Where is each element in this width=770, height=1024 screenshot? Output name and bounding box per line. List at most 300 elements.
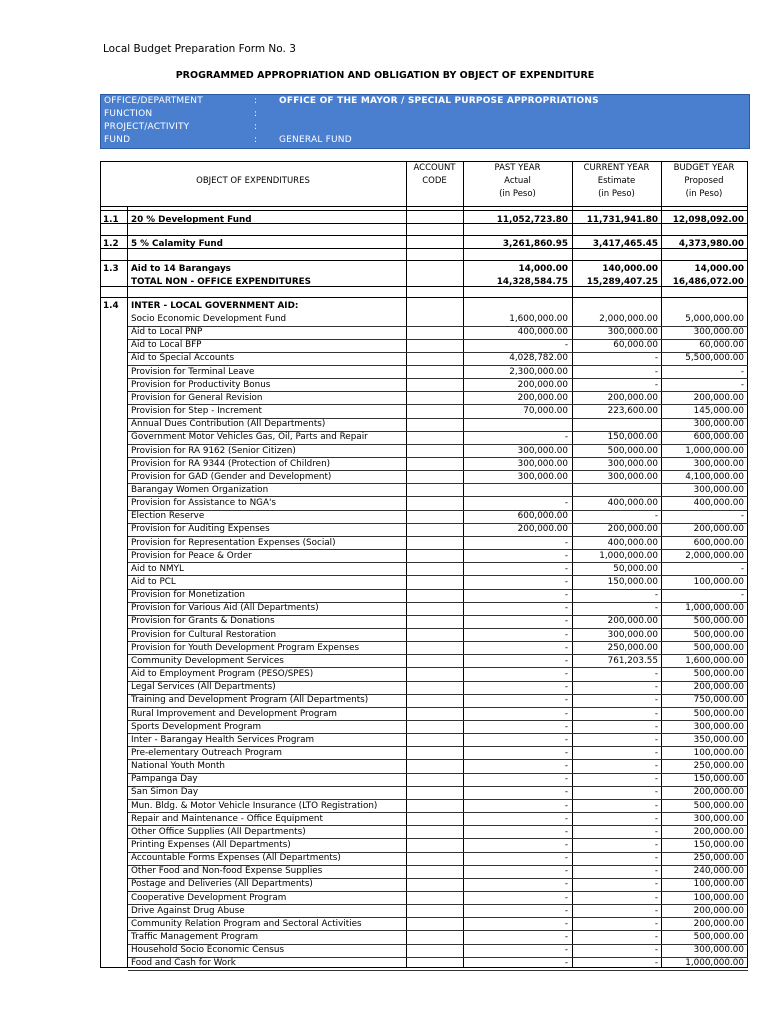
row-separator [128, 759, 748, 760]
current-year-value: - [654, 747, 658, 758]
row-description: Cooperative Development Program [131, 892, 287, 903]
budget-year-value: 1,000,000.00 [685, 603, 744, 614]
row-description: Annual Dues Contribution (All Departments) [131, 419, 326, 430]
past-year-value: - [564, 550, 568, 561]
current-year-value: 200,000.00 [607, 392, 658, 403]
row-separator [128, 444, 748, 445]
table-row [100, 681, 748, 694]
past-year-value: - [564, 590, 568, 601]
budget-year-value: 200,000.00 [693, 918, 744, 929]
table-row [100, 563, 748, 576]
table-row [100, 852, 748, 865]
current-year-value: - [654, 708, 658, 719]
past-year-value: - [564, 879, 568, 890]
budget-year-value: 4,100,000.00 [685, 471, 744, 482]
row-separator [128, 470, 748, 471]
header-account-1: ACCOUNT [413, 163, 456, 173]
header-budget-3: (in Peso) [685, 189, 723, 199]
budget-year-value: 300,000.00 [693, 721, 744, 732]
budget-year-value: 100,000.00 [693, 577, 744, 587]
past-year-value: - [564, 642, 568, 653]
row-separator [128, 418, 748, 419]
table-row [100, 326, 748, 339]
info-label: PROJECT/ACTIVITY [104, 122, 190, 132]
row-separator [128, 694, 748, 695]
table-row [100, 510, 748, 523]
table-row [100, 458, 748, 471]
header-info-box [100, 94, 750, 149]
header-budget-1: BUDGET YEAR [673, 163, 735, 173]
row-description: Aid to Employment Program (PESO/SPES) [131, 669, 314, 680]
info-label: FUND [104, 135, 131, 145]
row-separator [128, 431, 748, 432]
table-row [100, 418, 748, 431]
row-separator [128, 615, 748, 616]
budget-year-value: 60,000.00 [699, 340, 744, 351]
row-description: Community Relation Program and Sectoral Activities [131, 918, 362, 929]
row-description: Provision for Terminal Leave [131, 366, 255, 377]
budget-year-value: 100,000.00 [693, 879, 744, 890]
row-separator [128, 681, 748, 682]
table-row [100, 800, 748, 813]
budget-year-value: 250,000.00 [693, 761, 744, 772]
budget-year-value: 200,000.00 [693, 787, 744, 798]
row-description: Provision for Monetization [131, 590, 245, 601]
row-separator [128, 589, 748, 590]
current-year-value: - [654, 366, 658, 377]
current-year-value: - [654, 734, 658, 745]
row-separator [128, 352, 748, 353]
past-year-value: - [564, 747, 568, 758]
budget-year-value: 100,000.00 [693, 892, 744, 903]
table-row [100, 263, 748, 276]
header-bottom-line [100, 206, 748, 207]
budget-year-value: 2,000,000.00 [685, 550, 744, 561]
row-description: Household Socio Economic Census [131, 945, 285, 956]
row-separator [100, 260, 748, 261]
table-row [100, 379, 748, 392]
row-number: 1.3 [103, 264, 119, 274]
table-row [100, 523, 748, 536]
table-row [100, 944, 748, 957]
budget-year-value: 300,000.00 [693, 327, 744, 338]
row-description: Aid to 14 Barangays [131, 264, 231, 274]
budget-year-value: 200,000.00 [693, 682, 744, 693]
past-year-value: - [564, 958, 568, 969]
row-description: Legal Services (All Departments) [131, 682, 276, 693]
budget-year-value: 240,000.00 [693, 866, 744, 877]
row-description: Government Motor Vehicles Gas, Oil, Parts and Repair [131, 432, 368, 443]
row-description: Other Food and Non-food Expense Supplies [131, 866, 323, 877]
budget-year-value: 600,000.00 [693, 432, 744, 443]
current-year-value: - [654, 918, 658, 929]
row-description: Aid to NMYL [131, 563, 184, 574]
row-description: Aid to Special Accounts [131, 353, 235, 364]
header-past-1: PAST YEAR [494, 163, 541, 173]
table-row [100, 708, 748, 721]
row-description: Printing Expenses (All Departments) [131, 840, 291, 850]
current-year-value: 150,000.00 [607, 577, 658, 587]
current-year-value: - [654, 603, 658, 614]
table-row [100, 747, 748, 760]
budget-year-value: 300,000.00 [693, 945, 744, 956]
current-year-value: - [654, 511, 658, 522]
table-row [100, 537, 748, 550]
table-row [100, 352, 748, 365]
row-description: 5 % Calamity Fund [131, 239, 223, 249]
current-year-value: - [654, 787, 658, 798]
table-row [100, 892, 748, 905]
table-row [100, 392, 748, 405]
past-year-value: - [564, 787, 568, 798]
past-year-value: 300,000.00 [517, 458, 568, 469]
expenditure-table [100, 161, 748, 968]
past-year-value: 200,000.00 [517, 392, 568, 403]
row-description: Accountable Forms Expenses (All Departments) [131, 853, 341, 864]
row-separator [100, 223, 748, 224]
row-description: Provision for Various Aid (All Departments) [131, 603, 319, 614]
row-description: Aid to PCL [131, 577, 176, 587]
budget-year-value: 200,000.00 [693, 524, 744, 535]
current-year-value: 2,000,000.00 [599, 314, 658, 324]
current-year-value: - [654, 813, 658, 824]
budget-year-value: 5,500,000.00 [685, 353, 744, 364]
table-row [100, 918, 748, 931]
row-description: Other Office Supplies (All Departments) [131, 826, 306, 837]
past-year-value: - [564, 577, 568, 587]
current-year-value: - [654, 353, 658, 364]
table-row [100, 629, 748, 642]
row-separator [128, 825, 748, 826]
past-year-value: - [564, 682, 568, 693]
budget-year-value: 300,000.00 [693, 484, 744, 495]
current-year-value: 200,000.00 [607, 524, 658, 535]
row-description: Food and Cash for Work [131, 958, 236, 969]
form-number: Local Budget Preparation Form No. 3 [103, 43, 296, 55]
row-separator [128, 496, 748, 497]
header-past-3: (in Peso) [499, 189, 536, 199]
row-description: Provision for RA 9344 (Protection of Children) [131, 458, 331, 469]
current-year-value: - [654, 958, 658, 969]
current-year-value: - [654, 695, 658, 706]
row-separator [128, 483, 748, 484]
current-year-value: 300,000.00 [607, 629, 658, 640]
current-year-value: 400,000.00 [607, 498, 658, 509]
info-value: GENERAL FUND [279, 135, 352, 145]
past-year-value: 1,600,000.00 [509, 314, 568, 324]
current-year-value: 200,000.00 [607, 616, 658, 627]
table-row [100, 300, 748, 313]
table-row [100, 721, 748, 734]
budget-year-value: 500,000.00 [693, 642, 744, 653]
current-year-value: - [654, 853, 658, 864]
past-year-value: - [564, 603, 568, 614]
budget-year-value: 250,000.00 [693, 853, 744, 864]
current-year-value: 250,000.00 [607, 642, 658, 653]
budget-year-value: 750,000.00 [693, 695, 744, 706]
table-row [100, 405, 748, 418]
past-year-value: - [564, 826, 568, 837]
past-year-value: 14,000.00 [518, 264, 568, 274]
row-separator [128, 786, 748, 787]
row-description: Aid to Local BFP [131, 340, 202, 351]
info-colon: : [254, 122, 258, 132]
budget-year-value: 500,000.00 [693, 669, 744, 680]
row-separator [100, 297, 748, 298]
table-row [100, 826, 748, 839]
budget-year-value: 150,000.00 [693, 774, 744, 785]
budget-year-value: 16,486,072.00 [672, 277, 744, 287]
current-year-value: - [654, 826, 658, 837]
past-year-value: - [564, 813, 568, 824]
past-year-value: - [564, 669, 568, 680]
row-separator [128, 944, 748, 945]
row-separator [128, 641, 748, 642]
budget-year-value: - [740, 511, 744, 522]
header-budget-2: Proposed [684, 176, 724, 186]
table-row [100, 576, 748, 589]
current-year-value: 3,417,465.45 [592, 239, 658, 249]
row-description: Provision for General Revision [131, 392, 263, 403]
row-description: Provision for RA 9162 (Senior Citizen) [131, 445, 296, 456]
budget-year-value: 300,000.00 [693, 458, 744, 469]
row-description: Rural Improvement and Development Program [131, 708, 337, 719]
row-separator [128, 391, 748, 392]
budget-year-value: 300,000.00 [693, 813, 744, 824]
past-year-value: - [564, 761, 568, 772]
past-year-value: - [564, 340, 568, 351]
row-separator [128, 365, 748, 366]
past-year-value: - [564, 892, 568, 903]
row-description: Drive Against Drug Abuse [131, 905, 245, 916]
budget-year-value: 500,000.00 [693, 629, 744, 640]
current-year-value: 15,289,407.25 [586, 277, 658, 287]
row-separator [128, 536, 748, 537]
row-separator [128, 404, 748, 405]
table-row [100, 238, 748, 251]
table-row [100, 471, 748, 484]
table-row [100, 431, 748, 444]
row-description: Repair and Maintenance - Office Equipment [131, 813, 323, 824]
table-row [100, 786, 748, 799]
budget-year-value: 400,000.00 [693, 498, 744, 509]
row-description: Pre-elementary Outreach Program [131, 747, 282, 758]
header-past-2: Actual [504, 176, 531, 186]
past-year-value: - [564, 655, 568, 666]
current-year-value: 400,000.00 [607, 537, 658, 548]
past-year-value: - [564, 432, 568, 443]
budget-year-value: 600,000.00 [693, 537, 744, 548]
table-row [100, 760, 748, 773]
table-row [100, 313, 748, 326]
past-year-value: - [564, 840, 568, 850]
budget-year-value: 500,000.00 [693, 932, 744, 943]
row-separator [128, 838, 748, 839]
current-year-value: 300,000.00 [607, 327, 658, 338]
row-number: 1.4 [103, 301, 119, 311]
row-separator [128, 667, 748, 668]
current-year-value: - [654, 721, 658, 732]
row-separator [128, 865, 748, 866]
current-year-value: - [654, 945, 658, 956]
budget-year-value: 1,000,000.00 [685, 445, 744, 456]
row-description: Provision for Peace & Order [131, 550, 252, 561]
header-current-3: (in Peso) [598, 189, 635, 199]
table-row [100, 734, 748, 747]
row-separator [128, 957, 748, 958]
table-row [100, 773, 748, 786]
row-description: Provision for Assistance to NGA's [131, 498, 276, 509]
past-year-value: 300,000.00 [517, 445, 568, 456]
past-year-value: - [564, 918, 568, 929]
row-separator [128, 733, 748, 734]
budget-year-value: 150,000.00 [693, 840, 744, 850]
past-year-value: 3,261,860.95 [502, 239, 568, 249]
past-year-value: - [564, 774, 568, 785]
table-row [100, 905, 748, 918]
row-description: Provision for Grants & Donations [131, 616, 275, 627]
past-year-value: - [564, 800, 568, 811]
budget-year-value: 14,000.00 [694, 264, 744, 274]
row-description: Provision for Youth Development Program Expenses [131, 642, 360, 653]
row-description: TOTAL NON - OFFICE EXPENDITURES [131, 277, 311, 287]
current-year-value: 50,000.00 [613, 563, 658, 574]
table-row [100, 668, 748, 681]
past-year-value: 14,328,584.75 [496, 277, 568, 287]
past-year-value: - [564, 629, 568, 640]
past-year-value: 70,000.00 [523, 406, 568, 417]
header-account-2: CODE [422, 176, 447, 186]
table-row [100, 655, 748, 668]
budget-year-value: - [740, 379, 744, 390]
budget-year-value: 500,000.00 [693, 616, 744, 627]
table-row [100, 589, 748, 602]
current-year-value: - [654, 840, 658, 850]
current-year-value: 223,600.00 [607, 406, 658, 417]
row-separator [100, 286, 748, 287]
row-separator [128, 746, 748, 747]
table-row [100, 214, 748, 227]
past-year-value: 2,300,000.00 [509, 366, 568, 377]
header-current-1: CURRENT YEAR [583, 163, 650, 173]
row-description: Mun. Bldg. & Motor Vehicle Insurance (LTO Registration) [131, 800, 378, 811]
row-separator [128, 326, 748, 327]
row-number: 1.2 [103, 239, 119, 249]
current-year-value: 300,000.00 [607, 471, 658, 482]
table-row [100, 497, 748, 510]
row-separator [128, 562, 748, 563]
budget-year-value: 500,000.00 [693, 800, 744, 811]
row-description: INTER - LOCAL GOVERNMENT AID: [131, 301, 299, 311]
header-current-2: Estimate [597, 176, 636, 186]
row-description: Sports Development Program [131, 721, 262, 732]
budget-year-value: 1,000,000.00 [685, 958, 744, 969]
current-year-value: 761,203.55 [607, 655, 658, 666]
row-number: 1.1 [103, 215, 119, 225]
table-row [100, 366, 748, 379]
row-description: 20 % Development Fund [131, 215, 252, 225]
table-row [100, 484, 748, 497]
table-row [100, 642, 748, 655]
row-description: Pampanga Day [131, 774, 198, 785]
row-description: Provision for Auditing Expenses [131, 524, 270, 535]
info-colon: : [254, 109, 258, 119]
past-year-value: - [564, 537, 568, 548]
row-description: National Youth Month [131, 761, 226, 772]
row-separator [128, 549, 748, 550]
budget-year-value: 200,000.00 [693, 826, 744, 837]
past-year-value: 200,000.00 [517, 379, 568, 390]
row-description: Election Reserve [131, 511, 205, 522]
table-row [100, 615, 748, 628]
table-row [100, 276, 748, 289]
row-description: Community Development Services [131, 655, 284, 666]
row-separator [128, 628, 748, 629]
budget-year-value: - [740, 590, 744, 601]
table-row [100, 931, 748, 944]
row-separator [100, 248, 748, 249]
past-year-value: 600,000.00 [517, 511, 568, 522]
row-separator [128, 707, 748, 708]
row-separator [128, 720, 748, 721]
document-title: PROGRAMMED APPROPRIATION AND OBLIGATION BY OBJECT OF EXPENDITURE [175, 70, 595, 81]
row-separator [128, 930, 748, 931]
table-row [100, 550, 748, 563]
row-separator [128, 378, 748, 379]
row-description: Provision for Step - Increment [131, 406, 262, 417]
row-separator [128, 654, 748, 655]
row-description: Training and Development Program (All Departments) [131, 695, 369, 706]
info-colon: : [254, 135, 258, 145]
past-year-value: 200,000.00 [517, 524, 568, 535]
budget-year-value: - [740, 366, 744, 377]
past-year-value: - [564, 853, 568, 864]
past-year-value: 11,052,723.80 [496, 215, 568, 225]
row-separator [128, 891, 748, 892]
row-separator [128, 852, 748, 853]
row-separator [100, 210, 748, 211]
row-separator [128, 812, 748, 813]
info-label: OFFICE/DEPARTMENT [104, 96, 203, 106]
past-year-value: - [564, 734, 568, 745]
row-separator [128, 917, 748, 918]
current-year-value: - [654, 682, 658, 693]
row-separator [128, 457, 748, 458]
table-row [100, 957, 748, 970]
header-objects: OBJECT OF EXPENDITURES [196, 176, 310, 186]
past-year-value: - [564, 498, 568, 509]
row-description: Provision for GAD (Gender and Development) [131, 471, 332, 482]
past-year-value: - [564, 945, 568, 956]
table-row [100, 339, 748, 352]
past-year-value: 300,000.00 [517, 471, 568, 482]
row-description: Traffic Management Program [131, 932, 259, 943]
row-separator [128, 773, 748, 774]
current-year-value: - [654, 879, 658, 890]
current-year-value: - [654, 866, 658, 877]
budget-year-value: 100,000.00 [693, 747, 744, 758]
past-year-value: 4,028,782.00 [509, 353, 568, 364]
current-year-value: 500,000.00 [607, 445, 658, 456]
row-description: Socio Economic Development Fund [131, 314, 287, 324]
table-row [100, 839, 748, 852]
current-year-value: 60,000.00 [613, 340, 658, 351]
past-year-value: - [564, 695, 568, 706]
row-description: San Simon Day [131, 787, 199, 798]
current-year-value: 1,000,000.00 [599, 550, 658, 561]
current-year-value: 140,000.00 [602, 264, 658, 274]
budget-year-value: 5,000,000.00 [685, 314, 744, 324]
